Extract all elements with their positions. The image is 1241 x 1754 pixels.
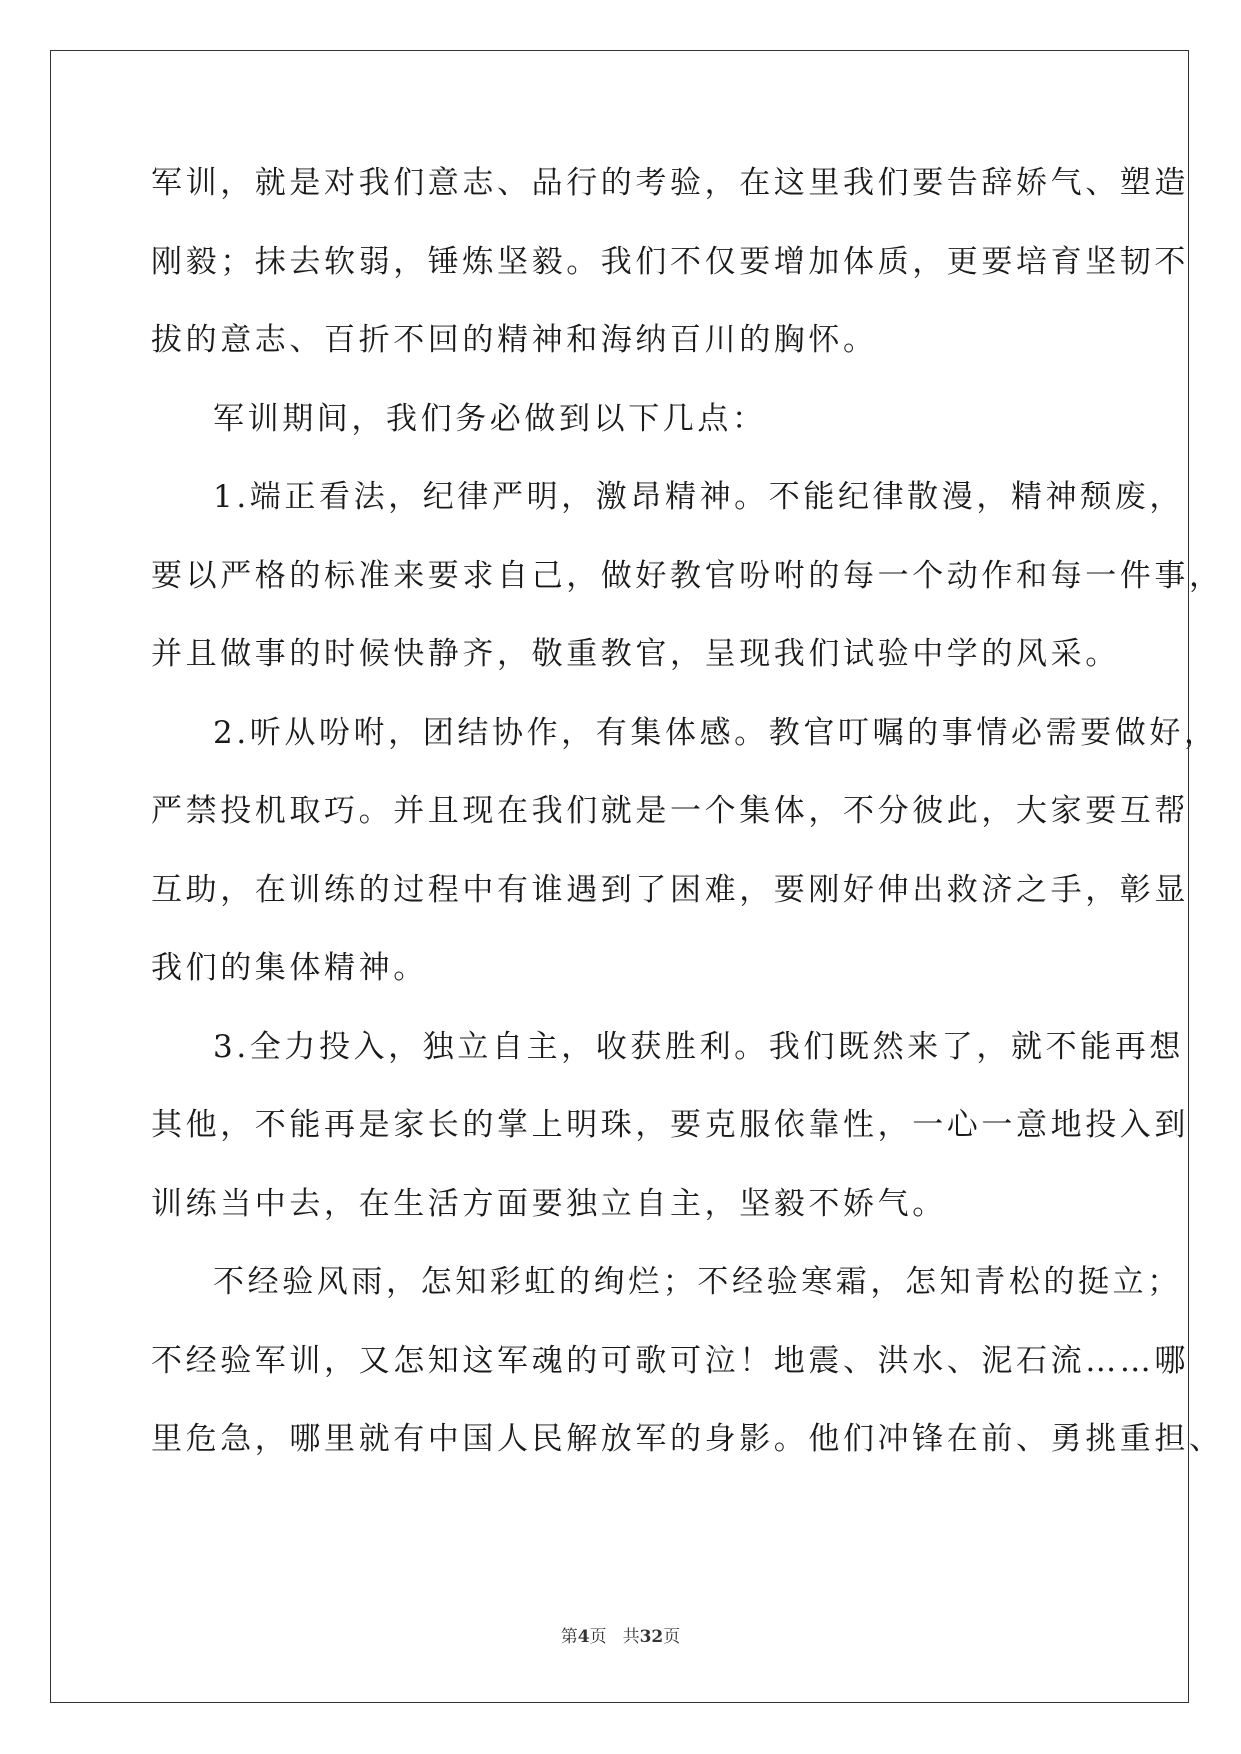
text-line: 里危急，哪里就有中国人民解放军的身影。他们冲锋在前、勇挑重担、 <box>151 1421 1224 1457</box>
page-prefix: 第 <box>560 1627 578 1647</box>
document-body <box>151 163 1224 1498</box>
text-line: 互助，在训练的过程中有谁遇到了困难，要刚好伸出救济之手，彰显 <box>151 871 1189 908</box>
text-line: 军训期间，我们务必做到以下几点： <box>213 400 767 437</box>
text-line: 训练当中去，在生活方面要独立自主，坚毅不娇气。 <box>151 1185 947 1222</box>
text-line: 刚毅；抹去软弱，锤炼坚毅。我们不仅要增加体质，更要培育坚韧不 <box>151 243 1189 280</box>
text-line: 我们的集体精神。 <box>151 950 428 986</box>
text-line: 严禁投机取巧。并且现在我们就是一个集体，不分彼此，大家要互帮 <box>151 793 1189 829</box>
text-line: 不经验风雨，怎知彩虹的绚烂；不经验寒霜，怎知青松的挺立； <box>213 1264 1182 1300</box>
text-line: 拔的意志、百折不回的精神和海纳百川的胸怀。 <box>151 322 878 358</box>
text-line: 3.全力投入，独立自主，收获胜利。我们既然来了，就不能再想 <box>213 1028 1184 1065</box>
page-number: 4 <box>577 1627 590 1647</box>
text-line: 并且做事的时候快静齐，敬重教官，呈现我们试验中学的风采。 <box>151 636 1120 672</box>
text-line: 不经验军训，又怎知这军魂的可歌可泣！地震、洪水、泥石流……哪 <box>151 1342 1189 1379</box>
total-prefix: 共 <box>622 1627 640 1647</box>
text-line: 军训，就是对我们意志、品行的考验，在这里我们要告辞娇气、塑造 <box>151 165 1189 201</box>
text-line: 1.端正看法，纪律严明，激昂精神。不能纪律散漫，精神颓废， <box>213 479 1184 515</box>
text-line: 其他，不能再是家长的掌上明珠，要克服依靠性，一心一意地投入到 <box>151 1107 1189 1143</box>
page-footer <box>0 1622 1241 1647</box>
text-line: 要以严格的标准来要求自己，做好教官吩咐的每一个动作和每一件事， <box>151 557 1224 594</box>
page-suffix: 页 <box>589 1627 607 1647</box>
text-line: 2.听从吩咐，团结协作，有集体感。教官叮嘱的事情必需要做好， <box>213 714 1219 751</box>
total-suffix: 页 <box>663 1627 681 1647</box>
total-pages: 32 <box>639 1627 664 1647</box>
